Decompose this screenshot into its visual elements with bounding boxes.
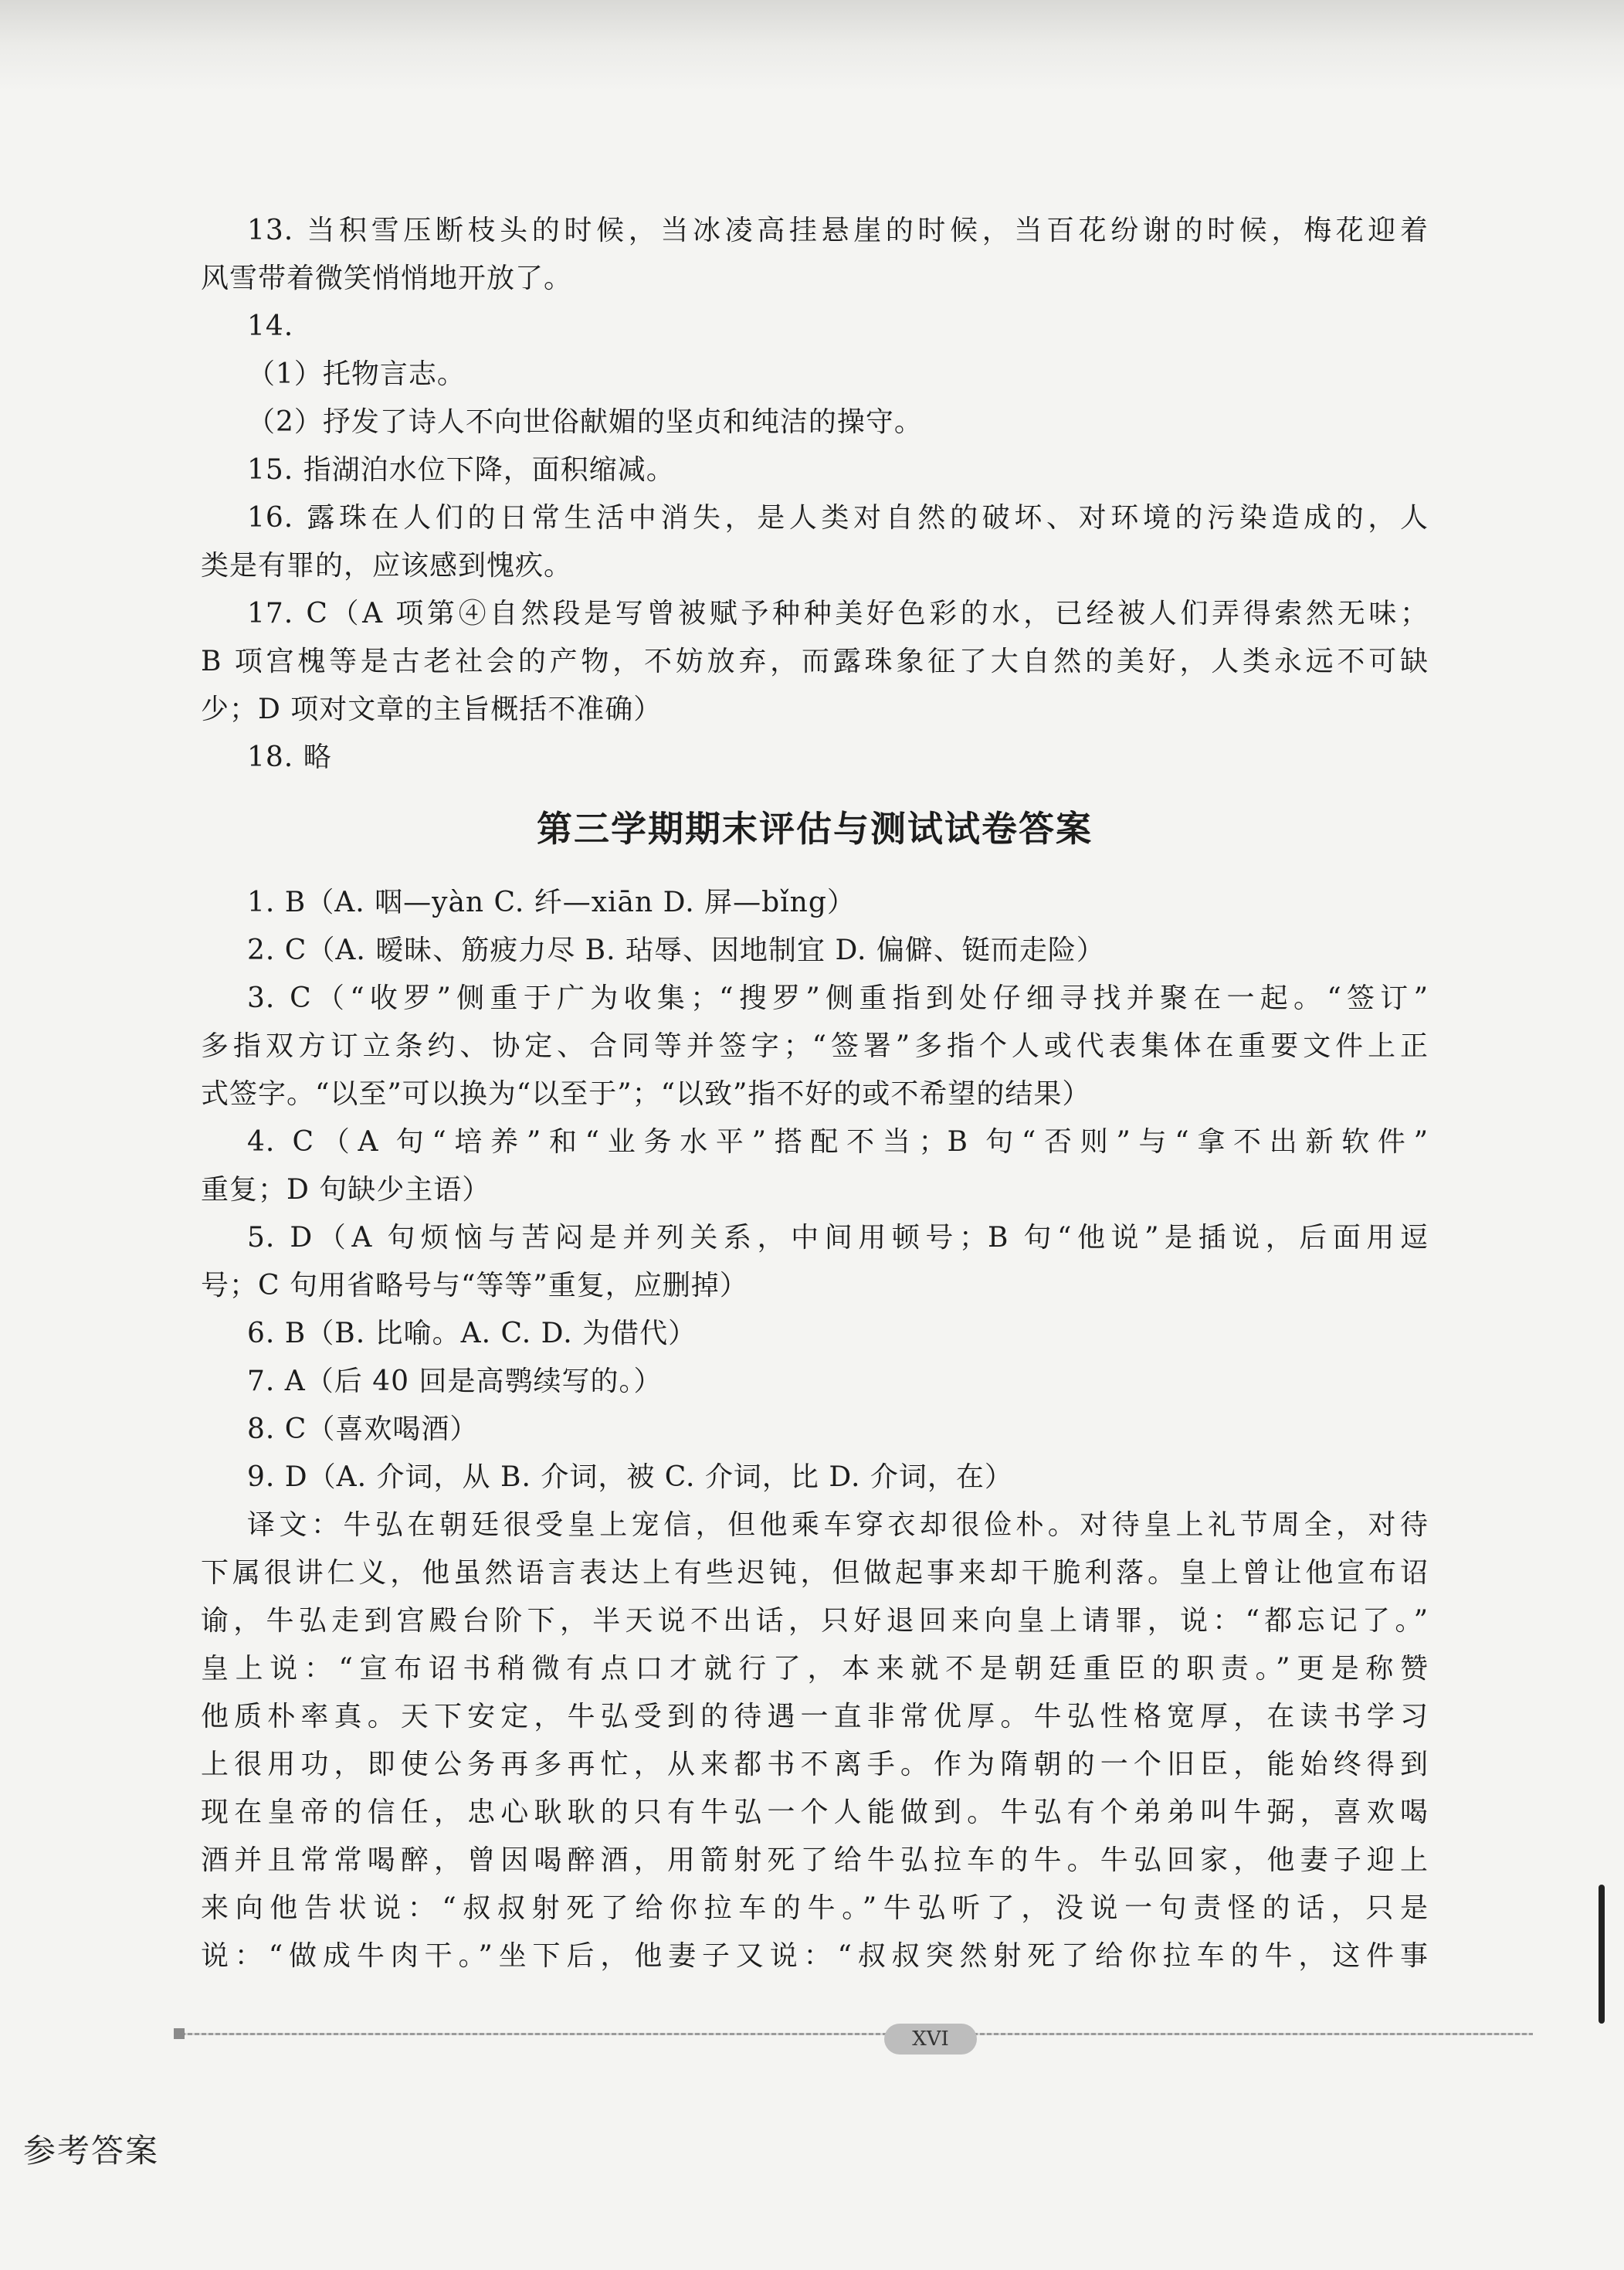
text-line: 8. C（喜欢喝酒） xyxy=(247,1413,479,1445)
text-line: （1）托物言志。 xyxy=(247,358,466,390)
text-line: 少；D 项对文章的主旨概括不准确） xyxy=(201,694,663,725)
dotted-rule xyxy=(174,2033,1533,2035)
text-line: 类是有罪的，应该感到愧疚。 xyxy=(201,550,573,582)
text-line: 7. A（后 40 回是高鹗续写的。） xyxy=(247,1366,663,1397)
scan-shadow xyxy=(0,0,1624,93)
binding-mark xyxy=(1599,1885,1605,2024)
text-line: 风雪带着微笑悄悄地开放了。 xyxy=(201,263,573,294)
previous-answers xyxy=(201,207,1429,782)
text-line: 谕，牛弘走到宫殿台阶下，半天说不出话，只好退回来向皇上请罪，说：“都忘记了。” xyxy=(201,1605,1429,1637)
text-line: 4. C（A 句“培养”和“业务水平”搭配不当；B 句“否则”与“拿不出新软件” xyxy=(247,1126,1429,1158)
text-line: （2）抒发了诗人不向世俗献媚的坚贞和纯洁的操守。 xyxy=(247,406,923,438)
text-line: 17. C（A 项第④自然段是写曾被赋予种种美好色彩的水，已经被人们弄得索然无味； xyxy=(247,598,1429,629)
text-line: 上很用功，即使公务再多再忙，从来都书不离手。作为隋朝的一个旧臣，能始终得到 xyxy=(201,1749,1429,1780)
text-line: 号；C 句用省略号与“等等”重复，应删掉） xyxy=(201,1270,748,1301)
text-line: 他质朴率真。天下安定，牛弘受到的待遇一直非常优厚。牛弘性格宽厚，在读书学习 xyxy=(201,1701,1429,1732)
text-line: 来向他告状说：“叔叔射死了给你拉车的牛。”牛弘听了，没说一句责怪的话，只是 xyxy=(201,1892,1429,1924)
text-line: 5. D（A 句烦恼与苦闷是并列关系，中间用顿号；B 句“他说”是插说，后面用逗 xyxy=(247,1222,1429,1254)
text-line: 9. D（A. 介词，从 B. 介词，被 C. 介词，比 D. 介词，在） xyxy=(247,1461,1013,1493)
text-line: 皇上说：“宣布诏书稍微有点口才就行了，本来就不是朝廷重臣的职责。”更是称赞 xyxy=(201,1653,1429,1685)
section-title: 第三学期期末评估与测试试卷答案 xyxy=(537,808,1093,850)
text-line: 1. B（A. 咽—yàn C. 纤—xiān D. 屏—bǐng） xyxy=(247,887,856,918)
text-line: 15. 指湖泊水位下降，面积缩减。 xyxy=(247,454,675,486)
text-line: 6. B（B. 比喻。A. C. D. 为借代） xyxy=(247,1318,697,1349)
text-line: 重复；D 句缺少主语） xyxy=(201,1174,491,1206)
text-line: 13. 当积雪压断枝头的时候，当冰凌高挂悬崖的时候，当百花纷谢的时候，梅花迎着 xyxy=(247,215,1429,246)
text-line: 14. xyxy=(247,310,294,342)
text-line: 16. 露珠在人们的日常生活中消失，是人类对自然的破坏、对环境的污染造成的，人 xyxy=(247,502,1429,534)
text-line: 酒并且常常喝醉，曾因喝醉酒，用箭射死了给牛弘拉车的牛。牛弘回家，他妻子迎上 xyxy=(201,1844,1429,1876)
page-label: 参考答案 xyxy=(23,2132,160,2170)
page-number: XVI xyxy=(884,2024,977,2055)
text-line: 现在皇帝的信任，忠心耿耿的只有牛弘一个人能做到。牛弘有个弟弟叫牛弼，喜欢喝 xyxy=(201,1797,1429,1828)
text-line: 多指双方订立条约、协定、合同等并签字；“签署”多指个人或代表集体在重要文件上正 xyxy=(201,1030,1429,1062)
section-answers xyxy=(201,879,1429,1980)
text-line: 18. 略 xyxy=(247,741,332,773)
text-line: 下属很讲仁义，他虽然语言表达上有些迟钝，但做起事来却干脆利落。皇上曾让他宣布诏 xyxy=(201,1557,1429,1589)
rule-end-square xyxy=(174,2028,185,2039)
text-line: 3. C（“收罗”侧重于广为收集；“搜罗”侧重指到处仔细寻找并聚在一起。“签订” xyxy=(247,982,1429,1014)
text-line: 式签字。“以至”可以换为“以至于”；“以致”指不好的或不希望的结果） xyxy=(201,1078,1091,1110)
text-line: 说：“做成牛肉干。”坐下后，他妻子又说：“叔叔突然射死了给你拉车的牛，这件事 xyxy=(201,1940,1429,1972)
text-line: 2. C（A. 暧昧、筋疲力尽 B. 玷辱、因地制宜 D. 偏僻、铤而走险） xyxy=(247,935,1105,966)
text-line: B 项宫槐等是古老社会的产物，不妨放弃，而露珠象征了大自然的美好，人类永远不可缺 xyxy=(201,646,1429,677)
text-line: 译文：牛弘在朝廷很受皇上宠信，但他乘车穿衣却很俭朴。对待皇上礼节周全，对待 xyxy=(247,1509,1429,1541)
answer-content xyxy=(201,207,1429,1980)
footer-rule xyxy=(174,2024,1533,2051)
